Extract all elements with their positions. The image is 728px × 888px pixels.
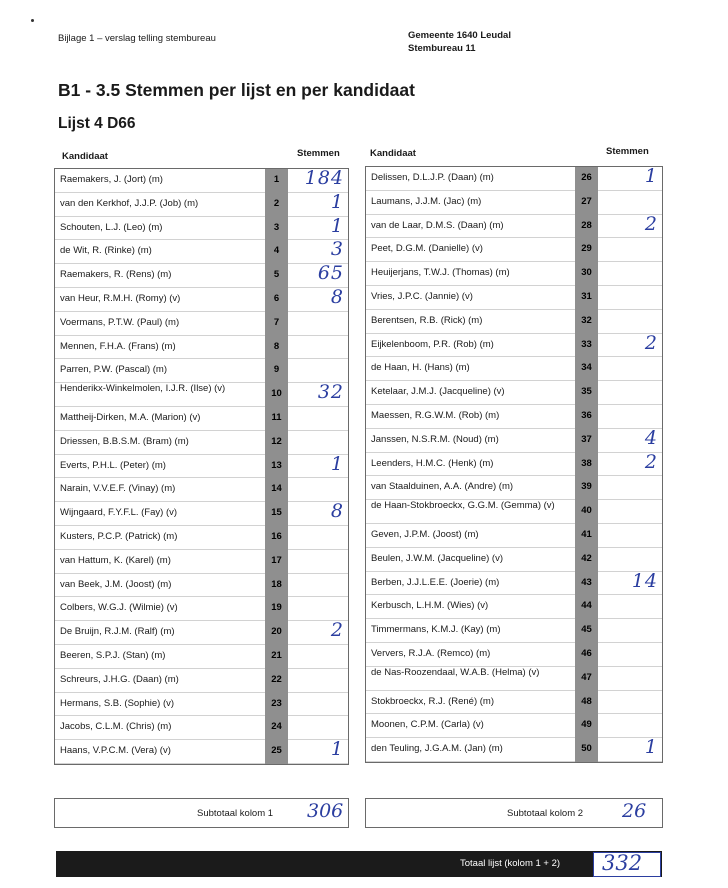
candidate-name: De Bruijn, R.J.M. (Ralf) (m) bbox=[60, 626, 175, 638]
candidate-row bbox=[55, 312, 348, 336]
candidate-name: Geven, J.P.M. (Joost) (m) bbox=[371, 528, 479, 540]
candidate-name: de Haan, H. (Hans) (m) bbox=[371, 362, 470, 374]
candidate-row bbox=[55, 621, 348, 645]
candidate-number: 30 bbox=[575, 262, 598, 286]
candidate-number: 27 bbox=[575, 191, 598, 215]
candidate-row bbox=[366, 569, 662, 596]
candidate-votes: 1 bbox=[330, 452, 344, 475]
candidate-number: 28 bbox=[575, 215, 598, 239]
candidate-number: 3 bbox=[265, 217, 288, 241]
candidate-row bbox=[366, 238, 662, 262]
candidate-row bbox=[366, 691, 662, 715]
candidate-number: 48 bbox=[575, 691, 598, 715]
candidate-row bbox=[366, 500, 662, 524]
list-total-bar bbox=[56, 851, 662, 877]
candidate-name: Eijkelenboom, P.R. (Rob) (m) bbox=[371, 338, 494, 350]
candidate-name: Parren, P.W. (Pascal) (m) bbox=[60, 364, 167, 376]
candidate-name: Peet, D.G.M. (Danielle) (v) bbox=[371, 243, 483, 255]
candidate-number: 36 bbox=[575, 405, 598, 429]
candidate-number: 14 bbox=[265, 478, 288, 502]
total-value: 332 bbox=[602, 851, 643, 875]
candidate-number: 15 bbox=[265, 502, 288, 526]
candidate-name: van Staalduinen, A.A. (Andre) (m) bbox=[371, 481, 514, 493]
candidate-row bbox=[55, 550, 348, 574]
document-caption: Bijlage 1 – verslag telling stembureau bbox=[58, 33, 216, 44]
candidate-row bbox=[55, 264, 348, 288]
candidate-name: Raemakers, R. (Rens) (m) bbox=[60, 269, 172, 281]
candidate-row bbox=[55, 169, 348, 193]
candidate-votes: 2 bbox=[644, 212, 658, 235]
candidate-row bbox=[55, 240, 348, 264]
candidate-number: 10 bbox=[265, 383, 288, 407]
candidate-votes: 1 bbox=[330, 190, 344, 213]
candidate-name: Kusters, P.C.P. (Patrick) (m) bbox=[60, 530, 178, 542]
candidate-row bbox=[55, 597, 348, 621]
candidate-table-column-1 bbox=[54, 168, 349, 765]
candidate-name: Vries, J.P.C. (Jannie) (v) bbox=[371, 290, 473, 302]
candidate-votes: 14 bbox=[631, 569, 658, 592]
candidate-number: 22 bbox=[265, 669, 288, 693]
candidate-number: 44 bbox=[575, 595, 598, 619]
candidate-name: Mennen, F.H.A. (Frans) (m) bbox=[60, 340, 176, 352]
candidate-name: van Beek, J.M. (Joost) (m) bbox=[60, 578, 172, 590]
candidate-row bbox=[55, 574, 348, 598]
candidate-name: Janssen, N.S.R.M. (Noud) (m) bbox=[371, 433, 499, 445]
candidate-row bbox=[366, 167, 662, 191]
candidate-name: Berentsen, R.B. (Rick) (m) bbox=[371, 314, 483, 326]
candidate-name: Timmermans, K.M.J. (Kay) (m) bbox=[371, 624, 501, 636]
candidate-row bbox=[55, 716, 348, 740]
candidate-name: Maessen, R.G.W.M. (Rob) (m) bbox=[371, 409, 500, 421]
candidate-row bbox=[55, 190, 348, 217]
candidate-name: Laumans, J.J.M. (Jac) (m) bbox=[371, 195, 482, 207]
candidate-name: Driessen, B.B.S.M. (Bram) (m) bbox=[60, 435, 189, 447]
candidate-row bbox=[366, 643, 662, 667]
candidate-name: Kerbusch, L.H.M. (Wies) (v) bbox=[371, 600, 489, 612]
candidate-number: 46 bbox=[575, 643, 598, 667]
candidate-row bbox=[55, 526, 348, 550]
col2-candidate-header: Kandidaat bbox=[370, 148, 416, 159]
col2-votes-header: Stemmen bbox=[606, 146, 649, 157]
candidate-number: 5 bbox=[265, 264, 288, 288]
subtotal-column-2 bbox=[365, 798, 663, 828]
candidate-number: 35 bbox=[575, 381, 598, 405]
candidate-name: Schouten, L.J. (Leo) (m) bbox=[60, 221, 163, 233]
candidate-row bbox=[366, 381, 662, 405]
candidate-votes: 184 bbox=[304, 167, 344, 189]
candidate-name: Jacobs, C.L.M. (Chris) (m) bbox=[60, 721, 172, 733]
candidate-row bbox=[55, 285, 348, 312]
candidate-row bbox=[366, 262, 662, 286]
candidate-number: 18 bbox=[265, 574, 288, 598]
candidate-number: 1 bbox=[265, 169, 288, 193]
candidate-votes: 1 bbox=[644, 736, 658, 759]
candidate-name: Everts, P.H.L. (Peter) (m) bbox=[60, 459, 166, 471]
candidate-votes: 2 bbox=[644, 450, 658, 473]
subtotal-2-label: Subtotaal kolom 2 bbox=[507, 808, 584, 819]
candidate-row bbox=[55, 214, 348, 241]
candidate-number: 47 bbox=[575, 667, 598, 691]
candidate-name: de Nas-Roozendaal, W.A.B. (Helma) (v) bbox=[371, 666, 540, 678]
candidate-number: 2 bbox=[265, 193, 288, 217]
candidate-row bbox=[55, 431, 348, 455]
candidate-number: 29 bbox=[575, 238, 598, 262]
candidate-number: 12 bbox=[265, 431, 288, 455]
candidate-row bbox=[366, 524, 662, 548]
candidate-number: 4 bbox=[265, 240, 288, 264]
total-label: Totaal lijst (kolom 1 + 2) bbox=[460, 858, 561, 869]
candidate-number: 17 bbox=[265, 550, 288, 574]
candidate-number: 37 bbox=[575, 429, 598, 453]
candidate-row bbox=[55, 740, 348, 764]
candidate-number: 6 bbox=[265, 288, 288, 312]
header-right bbox=[408, 29, 511, 55]
candidate-number: 39 bbox=[575, 476, 598, 500]
candidate-number: 11 bbox=[265, 407, 288, 431]
candidate-name: Wijngaard, F.Y.F.L. (Fay) (v) bbox=[60, 507, 178, 519]
candidate-row bbox=[55, 407, 348, 431]
candidate-name: Stokbroeckx, R.J. (René) (m) bbox=[371, 695, 494, 707]
candidate-number: 38 bbox=[575, 453, 598, 477]
candidate-name: Henderikx-Winkelmolen, I.J.R. (Ilse) (v) bbox=[60, 383, 226, 395]
candidate-row bbox=[55, 383, 348, 407]
candidate-number: 23 bbox=[265, 693, 288, 717]
candidate-number: 41 bbox=[575, 524, 598, 548]
candidate-number: 49 bbox=[575, 714, 598, 738]
candidate-number: 33 bbox=[575, 334, 598, 358]
candidate-row bbox=[55, 336, 348, 360]
candidate-row bbox=[366, 331, 662, 358]
candidate-row bbox=[366, 476, 662, 500]
candidate-number: 19 bbox=[265, 597, 288, 621]
col1-votes-header: Stemmen bbox=[297, 148, 340, 159]
candidate-name: Mattheij-Dirken, M.A. (Marion) (v) bbox=[60, 411, 201, 423]
candidate-number: 9 bbox=[265, 359, 288, 383]
candidate-row bbox=[366, 310, 662, 334]
candidate-number: 20 bbox=[265, 621, 288, 645]
municipality: Gemeente 1640 Leudal bbox=[408, 30, 511, 41]
candidate-votes: 1 bbox=[644, 165, 658, 187]
candidate-row bbox=[55, 359, 348, 383]
candidate-name: Moonen, C.P.M. (Carla) (v) bbox=[371, 719, 484, 731]
total-box bbox=[593, 852, 661, 877]
candidate-row bbox=[366, 405, 662, 429]
candidate-number: 34 bbox=[575, 357, 598, 381]
candidate-row bbox=[366, 548, 662, 572]
candidate-row bbox=[366, 714, 662, 738]
candidate-number: 25 bbox=[265, 740, 288, 764]
candidate-row bbox=[366, 667, 662, 691]
candidate-row bbox=[366, 738, 662, 762]
candidate-number: 50 bbox=[575, 738, 598, 762]
candidate-name: Ververs, R.J.A. (Remco) (m) bbox=[371, 647, 491, 659]
candidate-row bbox=[366, 212, 662, 239]
candidate-row bbox=[55, 669, 348, 693]
candidate-number: 40 bbox=[575, 500, 598, 524]
candidate-name: van Heur, R.M.H. (Romy) (v) bbox=[60, 292, 181, 304]
candidate-votes: 32 bbox=[317, 381, 344, 404]
candidate-name: Leenders, H.M.C. (Henk) (m) bbox=[371, 457, 494, 469]
candidate-number: 32 bbox=[575, 310, 598, 334]
candidate-row bbox=[55, 645, 348, 669]
candidate-number: 24 bbox=[265, 716, 288, 740]
subtotal-1-label: Subtotaal kolom 1 bbox=[197, 808, 274, 819]
candidate-number: 43 bbox=[575, 572, 598, 596]
candidate-number: 7 bbox=[265, 312, 288, 336]
candidate-row bbox=[55, 693, 348, 717]
list-title: Lijst 4 D66 bbox=[58, 115, 136, 132]
candidate-votes: 8 bbox=[330, 500, 344, 523]
candidate-votes: 1 bbox=[330, 738, 344, 761]
subtotal-2-value: 26 bbox=[622, 800, 647, 822]
candidate-votes: 2 bbox=[644, 331, 658, 354]
candidate-name: de Wit, R. (Rinke) (m) bbox=[60, 245, 152, 257]
candidate-row bbox=[55, 452, 348, 479]
candidate-number: 42 bbox=[575, 548, 598, 572]
candidate-name: Schreurs, J.H.G. (Daan) (m) bbox=[60, 673, 179, 685]
candidate-number: 8 bbox=[265, 336, 288, 360]
polling-station: Stembureau 11 bbox=[408, 43, 476, 54]
candidate-name: Ketelaar, J.M.J. (Jacqueline) (v) bbox=[371, 386, 505, 398]
candidate-votes: 8 bbox=[330, 285, 344, 308]
candidate-name: Beeren, S.P.J. (Stan) (m) bbox=[60, 649, 166, 661]
candidate-number: 31 bbox=[575, 286, 598, 310]
scan-speck bbox=[31, 19, 34, 22]
candidate-votes: 1 bbox=[330, 214, 344, 237]
candidate-row bbox=[366, 191, 662, 215]
subtotal-column-1 bbox=[54, 798, 349, 828]
candidate-name: den Teuling, J.G.A.M. (Jan) (m) bbox=[371, 743, 503, 755]
candidate-number: 26 bbox=[575, 167, 598, 191]
candidate-table-column-2 bbox=[365, 166, 663, 763]
candidate-name: Raemakers, J. (Jort) (m) bbox=[60, 174, 163, 185]
candidate-name: van de Laar, D.M.S. (Daan) (m) bbox=[371, 219, 504, 231]
candidate-name: de Haan-Stokbroeckx, G.G.M. (Gemma) (v) bbox=[371, 500, 555, 512]
candidate-name: Heuijerjans, T.W.J. (Thomas) (m) bbox=[371, 267, 510, 279]
candidate-name: van den Kerkhof, J.J.P. (Job) (m) bbox=[60, 197, 199, 209]
candidate-name: Colbers, W.G.J. (Wilmie) (v) bbox=[60, 602, 178, 614]
candidate-row bbox=[55, 478, 348, 502]
candidate-votes: 65 bbox=[317, 262, 344, 285]
candidate-row bbox=[55, 502, 348, 526]
candidate-number: 21 bbox=[265, 645, 288, 669]
page-title: B1 - 3.5 Stemmen per lijst en per kandidaat bbox=[58, 80, 415, 100]
candidate-row bbox=[366, 286, 662, 310]
candidate-name: Berben, J.J.L.E.E. (Joerie) (m) bbox=[371, 576, 500, 588]
candidate-votes: 3 bbox=[330, 238, 344, 261]
candidate-name: van Hattum, K. (Karel) (m) bbox=[60, 554, 171, 566]
candidate-name: Haans, V.P.C.M. (Vera) (v) bbox=[60, 745, 171, 757]
candidate-name: Narain, V.V.E.F. (Vinay) (m) bbox=[60, 483, 176, 495]
candidate-row bbox=[366, 357, 662, 381]
col1-candidate-header: Kandidaat bbox=[62, 151, 108, 162]
candidate-row bbox=[366, 450, 662, 477]
candidate-number: 13 bbox=[265, 455, 288, 479]
candidate-row bbox=[366, 426, 662, 453]
candidate-number: 45 bbox=[575, 619, 598, 643]
candidate-number: 16 bbox=[265, 526, 288, 550]
candidate-row bbox=[366, 595, 662, 619]
candidate-name: Hermans, S.B. (Sophie) (v) bbox=[60, 697, 175, 709]
candidate-name: Voermans, P.T.W. (Paul) (m) bbox=[60, 316, 180, 328]
candidate-votes: 2 bbox=[330, 619, 344, 642]
candidate-name: Beulen, J.W.M. (Jacqueline) (v) bbox=[371, 552, 503, 564]
subtotal-1-value: 306 bbox=[307, 800, 344, 822]
candidate-votes: 4 bbox=[644, 426, 658, 449]
candidate-row bbox=[366, 619, 662, 643]
candidate-name: Delissen, D.L.J.P. (Daan) (m) bbox=[371, 172, 494, 183]
